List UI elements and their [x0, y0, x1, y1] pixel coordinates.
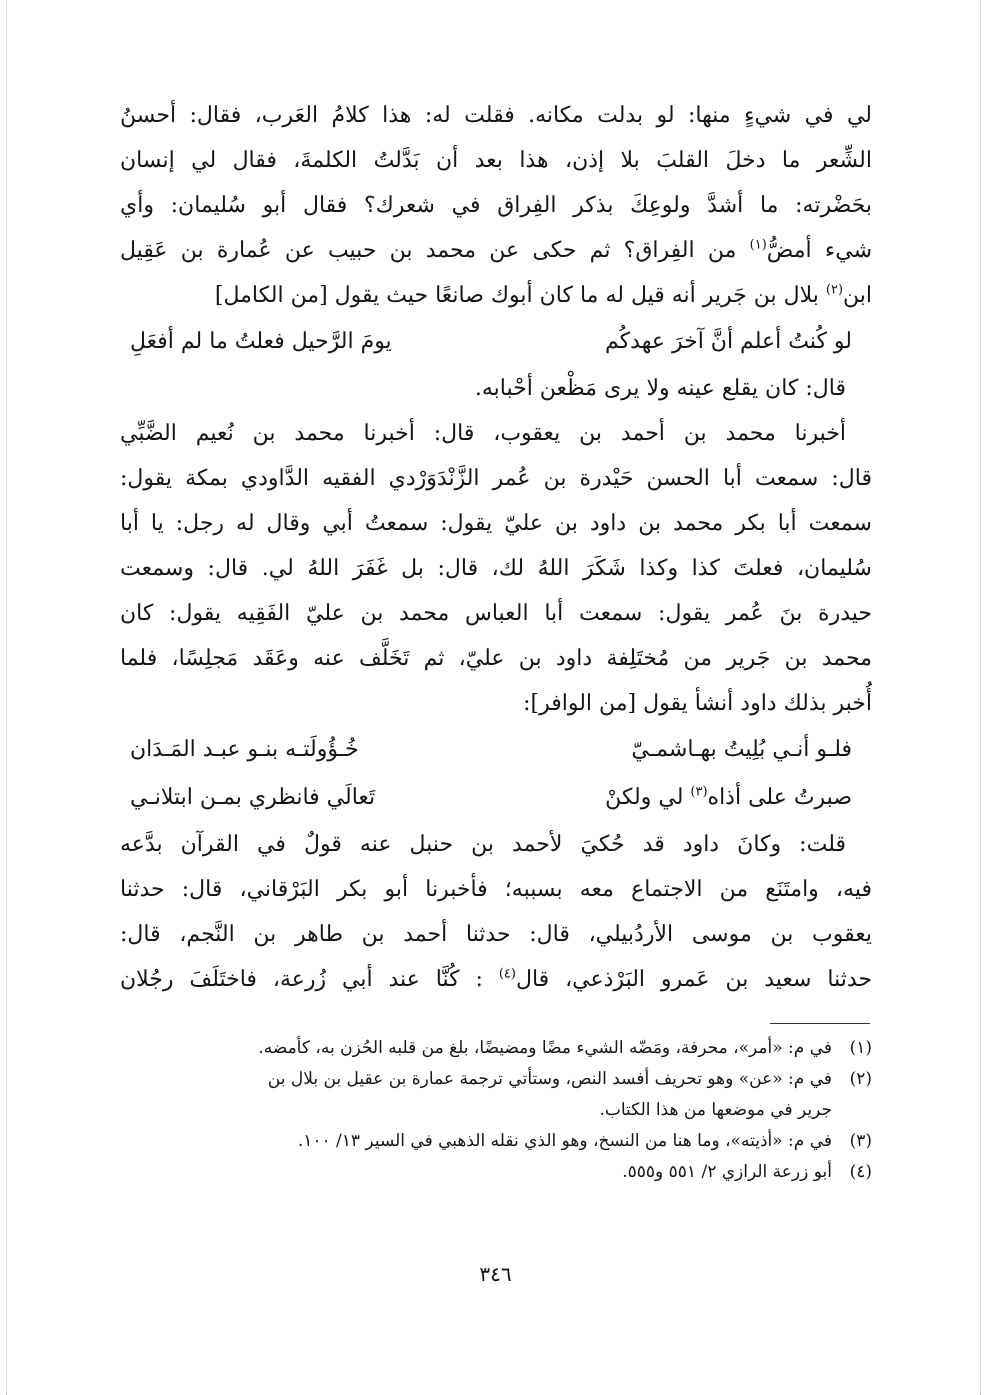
text-line: الشِّعر ما دخلَ القلبَ بلا إذن، هذا بعد أن بَدَّلتُ الكلمةَ، فقال لي إنسان [120, 148, 872, 173]
text-line: أخبرنا محمد بن أحمد بن يعقوب، قال: أخبرنا محمد بن نُعيم الضَّبِّي [120, 421, 846, 446]
text-run: صبرتُ على أذاه [707, 785, 852, 810]
footnote [120, 1064, 872, 1095]
text-run: شيء أمضُّ [766, 238, 872, 263]
footnote-marker: (٢) [825, 282, 844, 298]
footnote-marker: (١) [749, 237, 767, 253]
verse-second-hemistich: خُـؤُولَتـه بنـو عبـد المَـدَان [130, 737, 359, 762]
text-run: لي ولكنْ [605, 785, 684, 810]
footnote [120, 1126, 872, 1157]
text-line: قال: سمعت أبا الحسن حَيْدرة بن عُمر الزَّنْدَوَرْدي الفقيه الدَّاودي بمكة يقول: [120, 466, 872, 491]
footnote-marker: (٤) [498, 966, 516, 982]
text-run: من الفِراق؟ ثم حكى عن محمد بن حبيب عن عُمارة بن عَقِيل [120, 238, 737, 263]
footnote-text: في م: «عن» وهو تحريف أفسد النص، وستأتي ترجمة عمارة بن عقيل بن بلال بن [267, 1069, 832, 1089]
verse-first-hemistich [605, 774, 852, 822]
verse-line [120, 774, 872, 822]
footnote-text: في م: «أمر»، محرفة، ومَضّه الشيء مضًا ومضيضًا، بلغ من قلبه الحُزن به، كأمضه. [258, 1038, 832, 1058]
text-line: يعقوب بن موسى الأردُبيلي، قال: حدثنا أحمد بن طاهر بن النَّجم، قال: [120, 922, 872, 947]
text-run: : كُنَّا عند أبي زُرعة، فاختَلَفَ رجُلان [120, 967, 483, 992]
footnote-number: (٢) [849, 1069, 872, 1089]
verse-second-hemistich: تَعالَي فانظري بمـن ابتلانـي [130, 785, 376, 810]
footnote [120, 1033, 872, 1064]
footnote-number: (٤) [849, 1162, 872, 1182]
text-line [120, 273, 872, 318]
verse-first-hemistich: فلـو أنـي بُلِيتُ بهـاشمـيّ [631, 737, 852, 762]
footnote-text: أبو زرعة الرازي ٢/ ٥٥١ و٥٥٥. [622, 1162, 832, 1182]
text-line: بحَضْرته: ما أشدَّ ولوعِكَ بذكر الفِراق في شعرك؟ فقال أبو سُليمان: وأي [120, 193, 872, 218]
text-run: حدثنا سعيد بن عَمرو البَرْذعي، قال [515, 967, 872, 992]
text-line [120, 957, 872, 1002]
scan-edge-right [980, 0, 981, 1395]
footnote-number: (١) [849, 1038, 872, 1058]
text-run: بلال بن جَرير أنه قيل له ما كان أبوك صانعًا حيث يقول [من الكامل] [214, 283, 819, 308]
main-text [120, 93, 872, 1002]
text-line: لي في شيءٍ منها: لو بدلت مكانه. فقلت له: هذا كلامُ العَرب، فقال: أحسنُ [120, 103, 872, 128]
footnote-marker: (٣) [690, 784, 708, 800]
verse-first-hemistich: لو كُنتُ أعلم أنَّ آخرَ عهدكُم [605, 329, 852, 354]
verse-line [120, 726, 872, 774]
text-line: قال: كان يقلع عينه ولا يرى مَظْعن أحْبابه. [474, 376, 846, 401]
text-line [120, 228, 872, 273]
text-line: حيدرة بنَ عُمر يقول: سمعت أبا العباس محمد بن عليّ الفَقِيه يقول: كان [120, 601, 872, 626]
footnote [120, 1157, 872, 1188]
footnotes [120, 1033, 872, 1188]
text-line: فيه، وامتَنَع من الاجتماع معه بسببه؛ فأخبرنا أبو بكر البَرْقاني، قال: حدثنا [120, 877, 872, 902]
verse-second-hemistich: يومَ الرَّحيل فعلتُ ما لم أفعَلِ [130, 329, 392, 354]
text-line: أُخبر بذلك داود أنشأ يقول [من الوافر]: [523, 691, 872, 716]
text-line: سمعت أبا بكر محمد بن داود بن عليّ يقول: سمعتُ أبي وقال له رجل: يا أبا [120, 511, 872, 536]
text-line: محمد بن جَرير من مُختَلِفة داود بن عليّ، ثم تَخَلَّف عنه وعَقَد مَجلِسًا، فلما [120, 646, 872, 671]
footnote-separator [770, 1023, 870, 1024]
verse-line [120, 318, 872, 366]
footnote-number: (٣) [849, 1131, 872, 1151]
footnote-text: في م: «أذيته»، وما هنا من النسخ، وهو الذي نقله الذهبي في السير ١٣/ ١٠٠. [297, 1131, 832, 1151]
page-number: ٣٤٦ [479, 1262, 512, 1286]
text-line: سُليمان، فعلتَ كذا وكذا شَكَرَ اللهُ لك، قال: بل غَفَرَ اللهُ لي. قال: وسمعت [120, 556, 872, 581]
text-run: ابن [843, 283, 872, 308]
text-line: قلت: وكانَ داود قد حُكيَ لأحمد بن حنبل عنه قولٌ في القرآن بدَّعه [120, 832, 846, 857]
scan-edge-left [6, 0, 7, 1395]
footnote-continuation: جرير في موضعها من هذا الكتاب. [599, 1100, 832, 1120]
